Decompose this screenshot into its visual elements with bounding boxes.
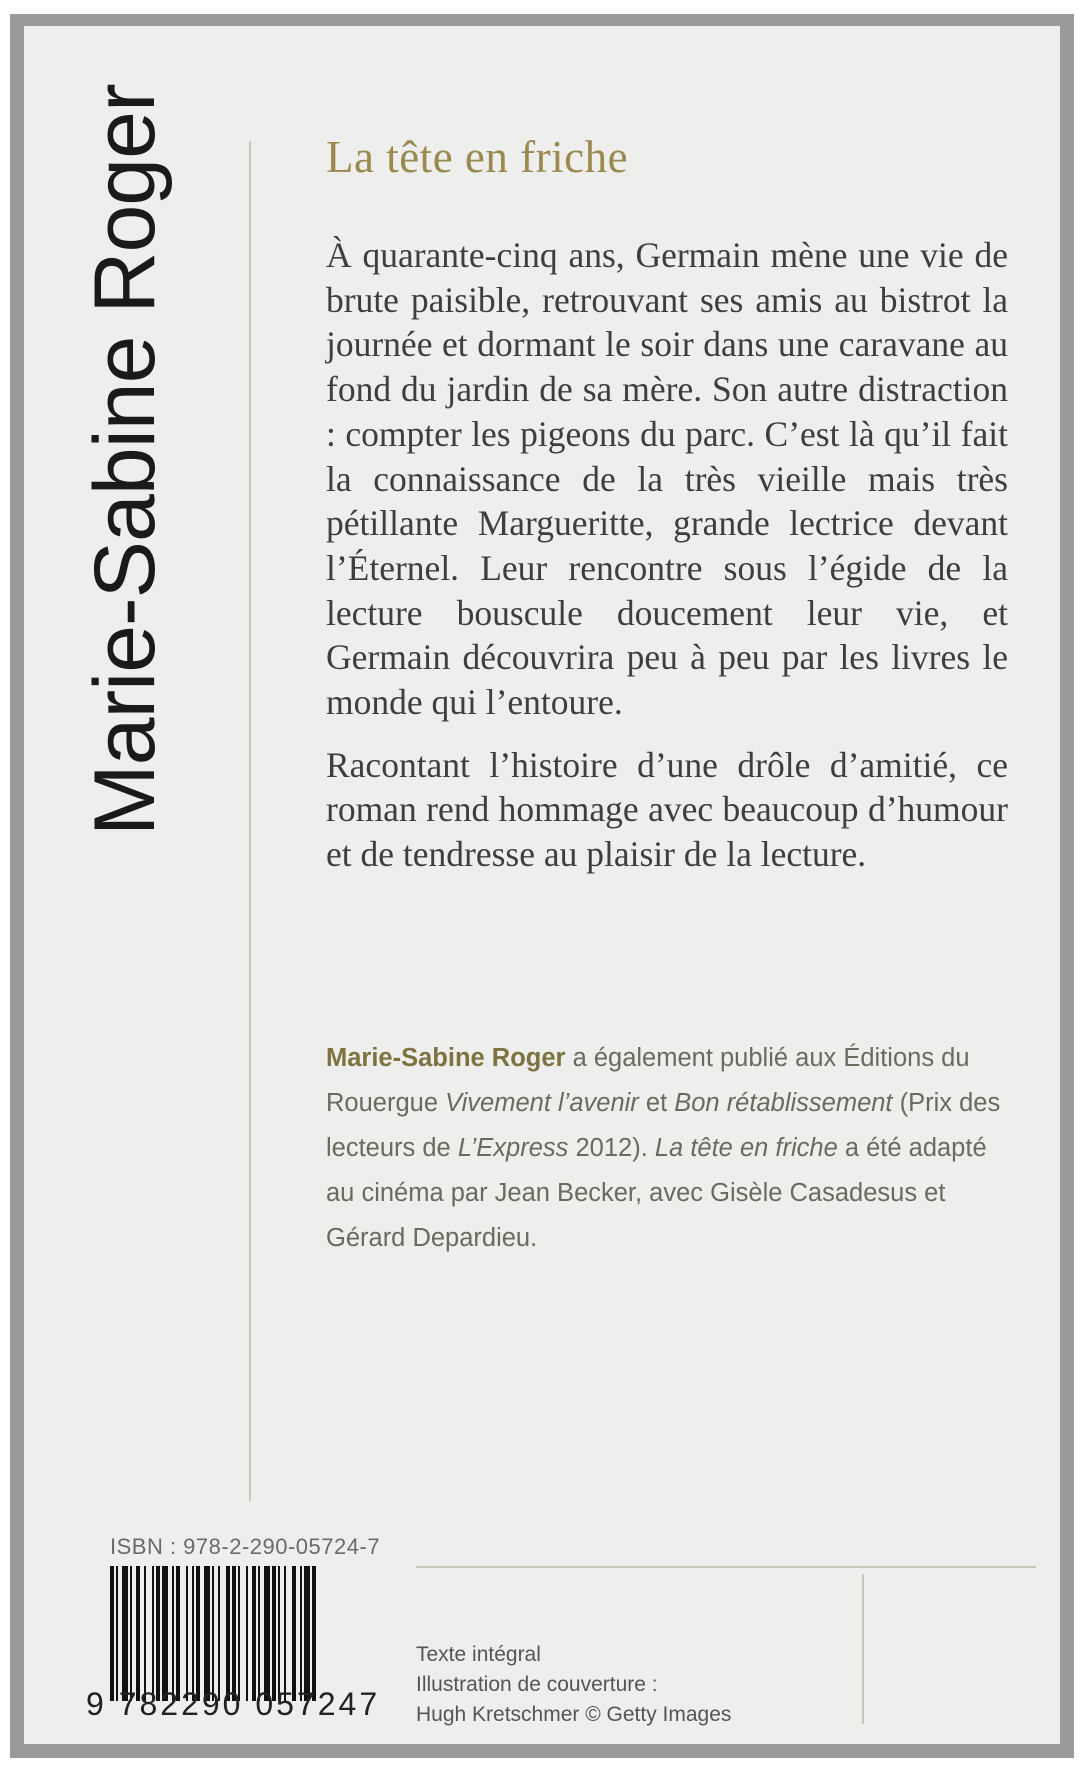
barcode-bar: [186, 1566, 188, 1701]
credit-line: Hugh Kretschmer © Getty Images: [416, 1703, 732, 1726]
barcode-bar: [192, 1566, 194, 1701]
barcode-bar: [116, 1566, 118, 1701]
barcode-bar: [300, 1566, 302, 1701]
spine-author-name: Marie-Sabine Roger: [77, 84, 173, 836]
bio-author-name: Marie-Sabine Roger: [326, 1044, 566, 1072]
barcode-bar: [272, 1566, 276, 1701]
barcode-bar: [246, 1566, 248, 1701]
barcode-bar: [218, 1566, 220, 1701]
credit-line: Illustration de couverture :: [416, 1673, 658, 1696]
barcode-bar: [212, 1566, 214, 1701]
isbn-label: ISBN : 978-2-290-05724-7: [110, 1534, 381, 1559]
barcode-bar: [284, 1566, 286, 1701]
bio-text: et: [638, 1089, 675, 1117]
author-bio: [326, 1036, 1016, 1261]
vertical-divider-small: [862, 1574, 864, 1724]
credits: [416, 1640, 731, 1730]
barcode-bar: [304, 1566, 310, 1701]
barcode-bar: [144, 1566, 146, 1701]
book-title: La tête en friche: [326, 132, 629, 182]
barcode-bar: [232, 1566, 236, 1701]
barcode-bar: [292, 1566, 296, 1701]
barcode-digits: 9 782290 057247: [86, 1686, 381, 1722]
barcode-bar: [196, 1566, 200, 1701]
barcode-bar: [136, 1566, 140, 1701]
bio-text: a également publié aux Éditions du Rouergue: [326, 1044, 970, 1117]
bio-text: 2012).: [568, 1134, 655, 1162]
barcode-bar: [172, 1566, 174, 1701]
barcode-bar: [278, 1566, 280, 1701]
barcode-bar: [110, 1566, 114, 1701]
bio-magazine: L’Express: [457, 1134, 569, 1162]
bio-text: a été adapté au cinéma par Jean Becker, avec Gisèle Casadesus et Gérard Depardieu.: [326, 1134, 987, 1252]
bio-book-title: La tête en friche: [654, 1134, 838, 1162]
barcode-bar: [162, 1566, 168, 1701]
barcode-bar: [176, 1566, 180, 1701]
vertical-divider: [249, 141, 251, 1501]
barcode: [110, 1566, 376, 1701]
barcode-bar: [312, 1566, 316, 1701]
bio-text: (Prix des lecteurs de: [326, 1089, 1001, 1162]
barcode-bar: [264, 1566, 270, 1701]
back-cover: [24, 26, 1060, 1744]
barcode-bar: [238, 1566, 240, 1701]
barcode-bar: [252, 1566, 256, 1701]
bio-book-title: Vivement l’avenir: [445, 1089, 639, 1117]
bio-book-title: Bon rétablissement: [674, 1089, 893, 1117]
barcode-bar: [152, 1566, 154, 1701]
barcode-bar: [204, 1566, 210, 1701]
barcode-bar: [130, 1566, 132, 1701]
horizontal-divider: [416, 1566, 1036, 1568]
barcode-bar: [122, 1566, 128, 1701]
barcode-bar: [258, 1566, 260, 1701]
barcode-bar: [156, 1566, 160, 1701]
credit-line: Texte intégral: [416, 1643, 541, 1666]
blurb-paragraph-2: Racontant l’histoire d’une drôle d’amitié, ce roman rend hommage avec beaucoup d’humour et de tendresse au plaisir de la lecture.: [326, 744, 1008, 875]
barcode-bar: [226, 1566, 230, 1701]
blurb-paragraph-1: À quarante-cinq ans, Germain mène une vie de brute paisible, retrouvant ses amis au bistrot la journée et dormant le soir dans une caravane au fond du jardin de sa mère. Son autre distraction : compter les pigeons du parc. C’est là qu’il fait la connaissance de la très vieille mais très pétillante Margueritte, grande lectrice devant l’Éternel. Leur rencontre sous l’égide de la lecture bouscule doucement leur vie, et Germain découvrira peu à peu par les livres le monde qui l’entoure.: [326, 235, 1008, 723]
blurb: [326, 233, 1008, 895]
